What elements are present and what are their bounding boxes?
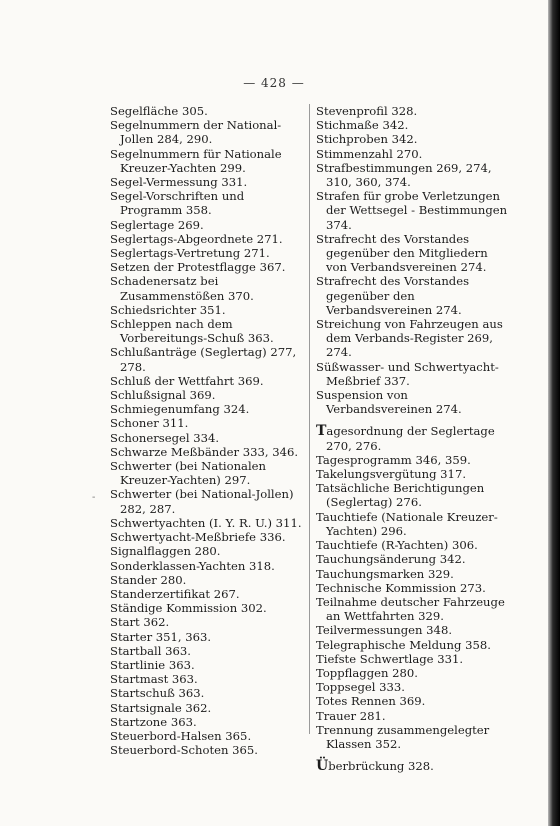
index-entry: Schonersegel 334.: [110, 430, 220, 445]
index-entry: Stimmenzahl 270.: [316, 146, 423, 161]
index-entry: Tiefste Schwertlage 331.: [316, 651, 464, 666]
index-entry: Schoner 311.: [110, 416, 189, 431]
section-letter-u: Ü: [316, 758, 329, 775]
index-entry: Segelfläche 305.: [110, 104, 208, 118]
index-entry: Tatsächliche Berichtigungen (Seglertag) 276.: [316, 481, 485, 510]
index-entry: Trennung zusammengelegter Klassen 352.: [316, 722, 490, 751]
index-entry: Startsignale 362.: [110, 700, 212, 715]
index-entry: Steuerbord-Schoten 365.: [110, 743, 258, 758]
index-entry: Startball 363.: [110, 643, 191, 658]
index-entry: Teilvermessungen 348.: [316, 623, 452, 638]
s-entries-continued: [316, 104, 512, 416]
index-entry: Segel-Vermessung 331.: [110, 175, 248, 190]
page-number: — 428 —: [243, 76, 305, 90]
index-entry: Schlußsignal 369.: [110, 388, 216, 403]
index-entry: Stichproben 342.: [316, 132, 418, 147]
index-entry: Schwertyachten (I. Y. R. U.) 311.: [110, 515, 302, 530]
index-entry: Takelungsvergütung 317.: [316, 467, 466, 482]
index-entry: Start 362.: [110, 615, 170, 630]
index-entry: Schwertyacht-Meßbriefe 336.: [110, 530, 286, 545]
index-entry: Schleppen nach dem Vorbereitungs-Schuß 363.: [110, 317, 274, 346]
index-entry: Seglertags-Vertretung 271.: [110, 246, 270, 261]
index-entry: Signalflaggen 280.: [110, 544, 221, 559]
index-entry: Steuerbord-Halsen 365.: [110, 728, 252, 743]
index-entry: Toppflaggen 280.: [316, 665, 418, 680]
index-entry: Segelnummern der National-Jollen 284, 290.: [110, 118, 282, 147]
index-entry: Seglertags-Abgeordnete 271.: [110, 231, 283, 246]
index-entry: Tauchungsänderung 342.: [316, 552, 466, 567]
index-entry: Stevenprofil 328.: [316, 104, 418, 118]
index-entry: Schwarze Meßbänder 333, 346.: [110, 444, 299, 459]
index-entry: Setzen der Protestflagge 367.: [110, 260, 286, 275]
column-divider: [309, 104, 310, 734]
index-entry: Stichmaße 342.: [316, 118, 409, 133]
index-entry: Schadenersatz bei Zusammenstößen 370.: [110, 274, 254, 303]
index-entry: Technische Kommission 273.: [316, 580, 486, 595]
section-letter-t: T: [316, 423, 327, 440]
index-entry: Tauchtiefe (Nationale Kreuzer-Yachten) 296.: [316, 509, 498, 538]
index-entry: Starter 351, 363.: [110, 629, 212, 644]
index-entry: Sonderklassen-Yachten 318.: [110, 558, 275, 573]
index-entry: Tagesprogramm 346, 359.: [316, 452, 471, 467]
index-entry: Segelnummern für Nationale Kreuzer-Yachten 299.: [110, 146, 282, 175]
index-entry: Startschuß 363.: [110, 686, 205, 701]
index-entry: Schlußanträge (Seglertag) 277, 278.: [110, 345, 297, 374]
index-entry: Schmiegenumfang 324.: [110, 402, 250, 417]
index-entry: Strafen für grobe Verletzungen der Wettsegel - Bestimmungen 374.: [316, 189, 508, 232]
index-entry: Toppsegel 333.: [316, 680, 405, 695]
index-column-right: [316, 104, 512, 773]
index-entry: Ständige Kommission 302.: [110, 601, 267, 616]
index-entry: Startmast 363.: [110, 672, 198, 687]
index-entry: Süßwasser- und Schwertyacht-Meßbrief 337.: [316, 359, 499, 388]
index-entry: Segel-Vorschriften und Programm 358.: [110, 189, 245, 218]
index-entry: Strafrecht des Vorstandes gegenüber den Verbandsvereinen 274.: [316, 274, 470, 317]
index-entry: Schluß der Wettfahrt 369.: [110, 373, 264, 388]
index-entry-lead-u: Überbrückung 328.: [316, 758, 434, 775]
index-entry: Totes Rennen 369.: [316, 694, 426, 709]
index-entry: Telegraphische Meldung 358.: [316, 637, 491, 652]
index-entry: Strafbestimmungen 269, 274, 310, 360, 374.: [316, 160, 492, 190]
page-edge-shadow: [548, 0, 560, 826]
index-entry: Trauer 281.: [316, 708, 386, 723]
index-entry: Schiedsrichter 351.: [110, 302, 226, 317]
index-entry: Schwerter (bei Nationalen Kreuzer-Yachten) 297.: [110, 459, 266, 488]
index-entry: Seglertage 269.: [110, 217, 204, 232]
margin-mark: -: [92, 492, 96, 503]
index-entry: Startzone 363.: [110, 714, 197, 729]
index-entry: Tauchungsmarken 329.: [316, 566, 454, 581]
index-entry: Startlinie 363.: [110, 657, 195, 672]
index-entry: Suspension von Verbandsvereinen 274.: [316, 388, 462, 417]
index-entry: Teilnahme deutscher Fahrzeuge an Wettfahrten 329.: [316, 594, 505, 624]
index-entry: Stander 280.: [110, 572, 187, 587]
index-entry: Tauchtiefe (R-Yachten) 306.: [316, 538, 478, 553]
index-column-left: [110, 104, 306, 757]
index-entry-lead-t: Tagesordnung der Seglertage 270, 276.: [316, 423, 495, 453]
index-entry: Streichung von Fahrzeugen aus dem Verbands-Register 269, 274.: [316, 317, 503, 360]
section-t: [316, 424, 512, 751]
index-entry: Schwerter (bei National-Jollen) 282, 287.: [110, 487, 294, 516]
index-entry: Strafrecht des Vorstandes gegenüber den Mitgliedern von Verbandsvereinen 274.: [316, 231, 488, 275]
index-entry: Standerzertifikat 267.: [110, 586, 240, 601]
